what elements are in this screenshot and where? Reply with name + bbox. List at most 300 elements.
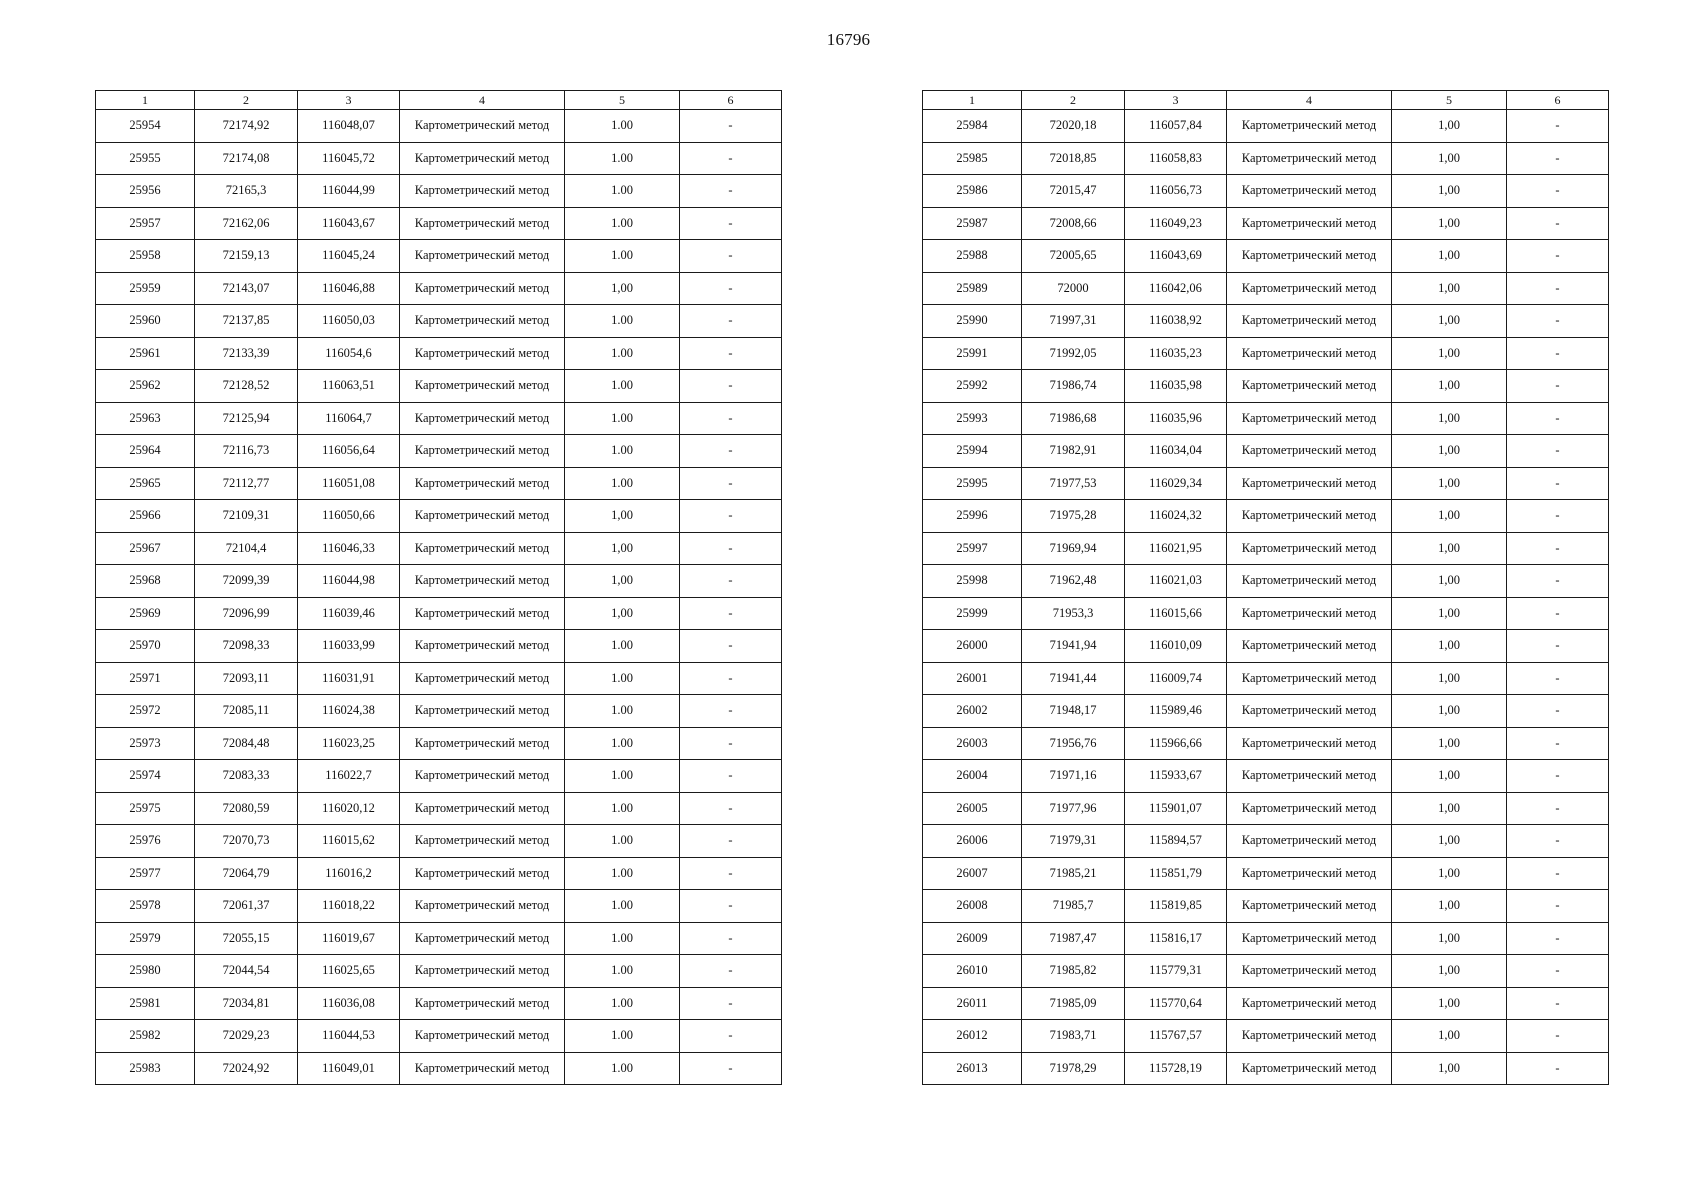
y-coordinate-cell: 116039,46 — [298, 597, 400, 630]
y-coordinate-cell: 115728,19 — [1125, 1052, 1227, 1085]
table-row — [96, 110, 782, 143]
description-cell: - — [1507, 792, 1609, 825]
accuracy-cell: 1.00 — [565, 175, 680, 208]
description-cell: - — [680, 760, 782, 793]
table-row — [96, 272, 782, 305]
y-coordinate-cell: 116024,38 — [298, 695, 400, 728]
point-number-cell: 25972 — [96, 695, 195, 728]
table-row — [923, 500, 1609, 533]
x-coordinate-cell: 72083,33 — [195, 760, 298, 793]
x-coordinate-cell: 71997,31 — [1022, 305, 1125, 338]
method-cell: Картометрический метод — [1227, 695, 1392, 728]
description-cell: - — [1507, 435, 1609, 468]
description-cell: - — [680, 435, 782, 468]
description-cell: - — [1507, 857, 1609, 890]
x-coordinate-cell: 72159,13 — [195, 240, 298, 273]
table-row — [923, 207, 1609, 240]
method-cell: Картометрический метод — [1227, 857, 1392, 890]
description-cell: - — [1507, 305, 1609, 338]
table-row — [923, 142, 1609, 175]
accuracy-cell: 1,00 — [1392, 890, 1507, 923]
method-cell: Картометрический метод — [400, 565, 565, 598]
point-number-cell: 25975 — [96, 792, 195, 825]
point-number-cell: 25967 — [96, 532, 195, 565]
method-cell: Картометрический метод — [400, 142, 565, 175]
method-cell: Картометрический метод — [1227, 532, 1392, 565]
x-coordinate-cell: 71982,91 — [1022, 435, 1125, 468]
x-coordinate-cell: 72000 — [1022, 272, 1125, 305]
point-number-cell: 25990 — [923, 305, 1022, 338]
accuracy-cell: 1.00 — [565, 435, 680, 468]
point-number-cell: 26008 — [923, 890, 1022, 923]
accuracy-cell: 1,00 — [1392, 565, 1507, 598]
header-cell-2: 2 — [195, 91, 298, 110]
y-coordinate-cell: 116021,03 — [1125, 565, 1227, 598]
method-cell: Картометрический метод — [400, 272, 565, 305]
x-coordinate-cell: 71969,94 — [1022, 532, 1125, 565]
table-row — [923, 890, 1609, 923]
method-cell: Картометрический метод — [1227, 987, 1392, 1020]
accuracy-cell: 1,00 — [1392, 1020, 1507, 1053]
accuracy-cell: 1.00 — [565, 890, 680, 923]
method-cell: Картометрический метод — [400, 305, 565, 338]
y-coordinate-cell: 116057,84 — [1125, 110, 1227, 143]
description-cell: - — [680, 890, 782, 923]
table-header-row — [96, 91, 782, 110]
y-coordinate-cell: 116024,32 — [1125, 500, 1227, 533]
description-cell: - — [1507, 532, 1609, 565]
point-number-cell: 26013 — [923, 1052, 1022, 1085]
method-cell: Картометрический метод — [400, 597, 565, 630]
point-number-cell: 25995 — [923, 467, 1022, 500]
x-coordinate-cell: 72099,39 — [195, 565, 298, 598]
method-cell: Картометрический метод — [400, 207, 565, 240]
description-cell: - — [680, 695, 782, 728]
accuracy-cell: 1,00 — [565, 500, 680, 533]
x-coordinate-cell: 72061,37 — [195, 890, 298, 923]
description-cell: - — [680, 1020, 782, 1053]
table-row — [923, 435, 1609, 468]
table-row — [96, 662, 782, 695]
y-coordinate-cell: 116025,65 — [298, 955, 400, 988]
method-cell: Картометрический метод — [1227, 467, 1392, 500]
y-coordinate-cell: 116049,01 — [298, 1052, 400, 1085]
point-number-cell: 25979 — [96, 922, 195, 955]
point-number-cell: 26007 — [923, 857, 1022, 890]
x-coordinate-cell: 72093,11 — [195, 662, 298, 695]
table-row — [96, 1052, 782, 1085]
table-row — [923, 175, 1609, 208]
y-coordinate-cell: 116044,53 — [298, 1020, 400, 1053]
y-coordinate-cell: 116035,23 — [1125, 337, 1227, 370]
table-row — [96, 890, 782, 923]
point-number-cell: 25989 — [923, 272, 1022, 305]
accuracy-cell: 1.00 — [565, 1020, 680, 1053]
description-cell: - — [680, 272, 782, 305]
table-row — [923, 760, 1609, 793]
accuracy-cell: 1.00 — [565, 305, 680, 338]
y-coordinate-cell: 115901,07 — [1125, 792, 1227, 825]
table-row — [923, 1052, 1609, 1085]
accuracy-cell: 1,00 — [1392, 207, 1507, 240]
y-coordinate-cell: 115989,46 — [1125, 695, 1227, 728]
accuracy-cell: 1.00 — [565, 955, 680, 988]
point-number-cell: 25955 — [96, 142, 195, 175]
header-cell-3: 3 — [1125, 91, 1227, 110]
description-cell: - — [1507, 337, 1609, 370]
method-cell: Картометрический метод — [1227, 662, 1392, 695]
y-coordinate-cell: 116036,08 — [298, 987, 400, 1020]
method-cell: Картометрический метод — [1227, 890, 1392, 923]
description-cell: - — [1507, 175, 1609, 208]
accuracy-cell: 1,00 — [1392, 955, 1507, 988]
point-number-cell: 25998 — [923, 565, 1022, 598]
method-cell: Картометрический метод — [400, 825, 565, 858]
point-number-cell: 25999 — [923, 597, 1022, 630]
point-number-cell: 26010 — [923, 955, 1022, 988]
table-header-row — [923, 91, 1609, 110]
y-coordinate-cell: 116022,7 — [298, 760, 400, 793]
x-coordinate-cell: 71985,82 — [1022, 955, 1125, 988]
accuracy-cell: 1,00 — [1392, 727, 1507, 760]
table-row — [923, 467, 1609, 500]
accuracy-cell: 1,00 — [1392, 1052, 1507, 1085]
y-coordinate-cell: 116054,6 — [298, 337, 400, 370]
x-coordinate-cell: 71975,28 — [1022, 500, 1125, 533]
point-number-cell: 25974 — [96, 760, 195, 793]
x-coordinate-cell: 71977,53 — [1022, 467, 1125, 500]
y-coordinate-cell: 116044,98 — [298, 565, 400, 598]
method-cell: Картометрический метод — [1227, 240, 1392, 273]
y-coordinate-cell: 116034,04 — [1125, 435, 1227, 468]
accuracy-cell: 1,00 — [1392, 435, 1507, 468]
description-cell: - — [680, 987, 782, 1020]
accuracy-cell: 1.00 — [565, 370, 680, 403]
x-coordinate-cell: 72018,85 — [1022, 142, 1125, 175]
method-cell: Картометрический метод — [1227, 565, 1392, 598]
table-row — [96, 857, 782, 890]
accuracy-cell: 1,00 — [565, 597, 680, 630]
method-cell: Картометрический метод — [1227, 175, 1392, 208]
point-number-cell: 25978 — [96, 890, 195, 923]
table-row — [96, 175, 782, 208]
accuracy-cell: 1,00 — [1392, 272, 1507, 305]
method-cell: Картометрический метод — [400, 110, 565, 143]
x-coordinate-cell: 71977,96 — [1022, 792, 1125, 825]
method-cell: Картометрический метод — [400, 435, 565, 468]
x-coordinate-cell: 72143,07 — [195, 272, 298, 305]
method-cell: Картометрический метод — [1227, 500, 1392, 533]
table-row — [923, 370, 1609, 403]
y-coordinate-cell: 115819,85 — [1125, 890, 1227, 923]
description-cell: - — [1507, 272, 1609, 305]
accuracy-cell: 1.00 — [565, 695, 680, 728]
y-coordinate-cell: 116023,25 — [298, 727, 400, 760]
description-cell: - — [1507, 1052, 1609, 1085]
x-coordinate-cell: 71992,05 — [1022, 337, 1125, 370]
accuracy-cell: 1,00 — [1392, 987, 1507, 1020]
table-row — [96, 435, 782, 468]
y-coordinate-cell: 116050,66 — [298, 500, 400, 533]
accuracy-cell: 1.00 — [565, 727, 680, 760]
table-row — [923, 825, 1609, 858]
method-cell: Картометрический метод — [1227, 1052, 1392, 1085]
x-coordinate-cell: 72024,92 — [195, 1052, 298, 1085]
y-coordinate-cell: 115933,67 — [1125, 760, 1227, 793]
y-coordinate-cell: 116033,99 — [298, 630, 400, 663]
description-cell: - — [1507, 727, 1609, 760]
x-coordinate-cell: 71941,44 — [1022, 662, 1125, 695]
x-coordinate-cell: 71941,94 — [1022, 630, 1125, 663]
description-cell: - — [1507, 825, 1609, 858]
point-number-cell: 25954 — [96, 110, 195, 143]
x-coordinate-cell: 72080,59 — [195, 792, 298, 825]
table-row — [96, 825, 782, 858]
x-coordinate-cell: 72020,18 — [1022, 110, 1125, 143]
y-coordinate-cell: 116021,95 — [1125, 532, 1227, 565]
description-cell: - — [1507, 760, 1609, 793]
method-cell: Картометрический метод — [400, 760, 565, 793]
description-cell: - — [680, 402, 782, 435]
x-coordinate-cell: 72104,4 — [195, 532, 298, 565]
header-cell-6: 6 — [680, 91, 782, 110]
x-coordinate-cell: 72112,77 — [195, 467, 298, 500]
description-cell: - — [680, 500, 782, 533]
x-coordinate-cell: 71985,09 — [1022, 987, 1125, 1020]
point-number-cell: 25997 — [923, 532, 1022, 565]
table-row — [923, 792, 1609, 825]
accuracy-cell: 1.00 — [565, 792, 680, 825]
x-coordinate-cell: 71985,21 — [1022, 857, 1125, 890]
table-row — [923, 955, 1609, 988]
y-coordinate-cell: 115894,57 — [1125, 825, 1227, 858]
method-cell: Картометрический метод — [400, 695, 565, 728]
description-cell: - — [680, 337, 782, 370]
x-coordinate-cell: 72044,54 — [195, 955, 298, 988]
point-number-cell: 25964 — [96, 435, 195, 468]
x-coordinate-cell: 72116,73 — [195, 435, 298, 468]
method-cell: Картометрический метод — [400, 630, 565, 663]
description-cell: - — [680, 370, 782, 403]
accuracy-cell: 1,00 — [1392, 857, 1507, 890]
description-cell: - — [1507, 890, 1609, 923]
y-coordinate-cell: 116035,96 — [1125, 402, 1227, 435]
x-coordinate-cell: 72064,79 — [195, 857, 298, 890]
y-coordinate-cell: 116019,67 — [298, 922, 400, 955]
table-row — [923, 1020, 1609, 1053]
point-number-cell: 26011 — [923, 987, 1022, 1020]
accuracy-cell: 1,00 — [1392, 370, 1507, 403]
accuracy-cell: 1,00 — [1392, 630, 1507, 663]
table-row — [923, 597, 1609, 630]
point-number-cell: 26004 — [923, 760, 1022, 793]
description-cell: - — [680, 565, 782, 598]
y-coordinate-cell: 115851,79 — [1125, 857, 1227, 890]
accuracy-cell: 1,00 — [1392, 792, 1507, 825]
table-row — [923, 240, 1609, 273]
header-cell-2: 2 — [1022, 91, 1125, 110]
accuracy-cell: 1.00 — [565, 630, 680, 663]
method-cell: Картометрический метод — [1227, 272, 1392, 305]
x-coordinate-cell: 72128,52 — [195, 370, 298, 403]
point-number-cell: 25976 — [96, 825, 195, 858]
point-number-cell: 25980 — [96, 955, 195, 988]
point-number-cell: 25993 — [923, 402, 1022, 435]
point-number-cell: 25966 — [96, 500, 195, 533]
description-cell: - — [1507, 955, 1609, 988]
table-row — [96, 922, 782, 955]
table-row — [96, 565, 782, 598]
table-row — [96, 370, 782, 403]
point-number-cell: 25968 — [96, 565, 195, 598]
table-row — [923, 532, 1609, 565]
x-coordinate-cell: 72055,15 — [195, 922, 298, 955]
table-row — [923, 272, 1609, 305]
point-number-cell: 25988 — [923, 240, 1022, 273]
x-coordinate-cell: 71956,76 — [1022, 727, 1125, 760]
description-cell: - — [1507, 207, 1609, 240]
point-number-cell: 25992 — [923, 370, 1022, 403]
point-number-cell: 26005 — [923, 792, 1022, 825]
x-coordinate-cell: 72137,85 — [195, 305, 298, 338]
method-cell: Картометрический метод — [400, 857, 565, 890]
page-number: 16796 — [826, 30, 871, 49]
x-coordinate-cell: 72174,92 — [195, 110, 298, 143]
x-coordinate-cell: 71986,74 — [1022, 370, 1125, 403]
accuracy-cell: 1,00 — [1392, 922, 1507, 955]
header-cell-5: 5 — [1392, 91, 1507, 110]
description-cell: - — [680, 110, 782, 143]
table-row — [96, 1020, 782, 1053]
point-number-cell: 25965 — [96, 467, 195, 500]
y-coordinate-cell: 115770,64 — [1125, 987, 1227, 1020]
method-cell: Картометрический метод — [400, 240, 565, 273]
header-cell-5: 5 — [565, 91, 680, 110]
method-cell: Картометрический метод — [1227, 1020, 1392, 1053]
method-cell: Картометрический метод — [1227, 760, 1392, 793]
y-coordinate-cell: 116018,22 — [298, 890, 400, 923]
accuracy-cell: 1,00 — [1392, 760, 1507, 793]
table-row — [96, 500, 782, 533]
point-number-cell: 26001 — [923, 662, 1022, 695]
x-coordinate-cell: 72029,23 — [195, 1020, 298, 1053]
description-cell: - — [1507, 467, 1609, 500]
method-cell: Картометрический метод — [400, 792, 565, 825]
description-cell: - — [680, 825, 782, 858]
accuracy-cell: 1.00 — [565, 337, 680, 370]
accuracy-cell: 1,00 — [1392, 337, 1507, 370]
x-coordinate-cell: 71953,3 — [1022, 597, 1125, 630]
table-row — [923, 402, 1609, 435]
point-number-cell: 25994 — [923, 435, 1022, 468]
table-row — [923, 630, 1609, 663]
accuracy-cell: 1,00 — [1392, 175, 1507, 208]
method-cell: Картометрический метод — [400, 987, 565, 1020]
header-cell-1: 1 — [923, 91, 1022, 110]
method-cell: Картометрический метод — [1227, 597, 1392, 630]
x-coordinate-cell: 71948,17 — [1022, 695, 1125, 728]
accuracy-cell: 1,00 — [1392, 402, 1507, 435]
table-row — [923, 110, 1609, 143]
y-coordinate-cell: 116015,66 — [1125, 597, 1227, 630]
method-cell: Картометрический метод — [1227, 207, 1392, 240]
y-coordinate-cell: 116009,74 — [1125, 662, 1227, 695]
point-number-cell: 25960 — [96, 305, 195, 338]
description-cell: - — [680, 792, 782, 825]
accuracy-cell: 1,00 — [565, 272, 680, 305]
coordinates-table-left — [95, 90, 782, 1085]
x-coordinate-cell: 72096,99 — [195, 597, 298, 630]
x-coordinate-cell: 72125,94 — [195, 402, 298, 435]
point-number-cell: 26012 — [923, 1020, 1022, 1053]
x-coordinate-cell: 71979,31 — [1022, 825, 1125, 858]
x-coordinate-cell: 72109,31 — [195, 500, 298, 533]
y-coordinate-cell: 116043,67 — [298, 207, 400, 240]
x-coordinate-cell: 71986,68 — [1022, 402, 1125, 435]
x-coordinate-cell: 71983,71 — [1022, 1020, 1125, 1053]
y-coordinate-cell: 116031,91 — [298, 662, 400, 695]
method-cell: Картометрический метод — [400, 402, 565, 435]
method-cell: Картометрический метод — [400, 337, 565, 370]
accuracy-cell: 1,00 — [1392, 597, 1507, 630]
description-cell: - — [1507, 142, 1609, 175]
method-cell: Картометрический метод — [400, 1052, 565, 1085]
header-cell-3: 3 — [298, 91, 400, 110]
point-number-cell: 25973 — [96, 727, 195, 760]
y-coordinate-cell: 116043,69 — [1125, 240, 1227, 273]
point-number-cell: 25986 — [923, 175, 1022, 208]
header-cell-1: 1 — [96, 91, 195, 110]
point-number-cell: 26006 — [923, 825, 1022, 858]
table-row — [96, 630, 782, 663]
accuracy-cell: 1,00 — [1392, 695, 1507, 728]
method-cell: Картометрический метод — [400, 922, 565, 955]
x-coordinate-cell: 72162,06 — [195, 207, 298, 240]
method-cell: Картометрический метод — [400, 500, 565, 533]
description-cell: - — [680, 727, 782, 760]
table-row — [96, 987, 782, 1020]
method-cell: Картометрический метод — [1227, 630, 1392, 663]
accuracy-cell: 1.00 — [565, 825, 680, 858]
method-cell: Картометрический метод — [400, 175, 565, 208]
table-row — [96, 467, 782, 500]
description-cell: - — [1507, 402, 1609, 435]
accuracy-cell: 1.00 — [565, 662, 680, 695]
point-number-cell: 25985 — [923, 142, 1022, 175]
accuracy-cell: 1.00 — [565, 922, 680, 955]
table-row — [923, 662, 1609, 695]
accuracy-cell: 1.00 — [565, 987, 680, 1020]
accuracy-cell: 1,00 — [1392, 305, 1507, 338]
point-number-cell: 25996 — [923, 500, 1022, 533]
x-coordinate-cell: 71962,48 — [1022, 565, 1125, 598]
method-cell: Картометрический метод — [400, 662, 565, 695]
y-coordinate-cell: 116049,23 — [1125, 207, 1227, 240]
description-cell: - — [1507, 565, 1609, 598]
point-number-cell: 25971 — [96, 662, 195, 695]
accuracy-cell: 1,00 — [1392, 467, 1507, 500]
method-cell: Картометрический метод — [1227, 955, 1392, 988]
point-number-cell: 26009 — [923, 922, 1022, 955]
description-cell: - — [1507, 922, 1609, 955]
x-coordinate-cell: 72070,73 — [195, 825, 298, 858]
method-cell: Картометрический метод — [1227, 142, 1392, 175]
x-coordinate-cell: 72005,65 — [1022, 240, 1125, 273]
description-cell: - — [680, 467, 782, 500]
description-cell: - — [680, 305, 782, 338]
point-number-cell: 25963 — [96, 402, 195, 435]
method-cell: Картометрический метод — [1227, 337, 1392, 370]
